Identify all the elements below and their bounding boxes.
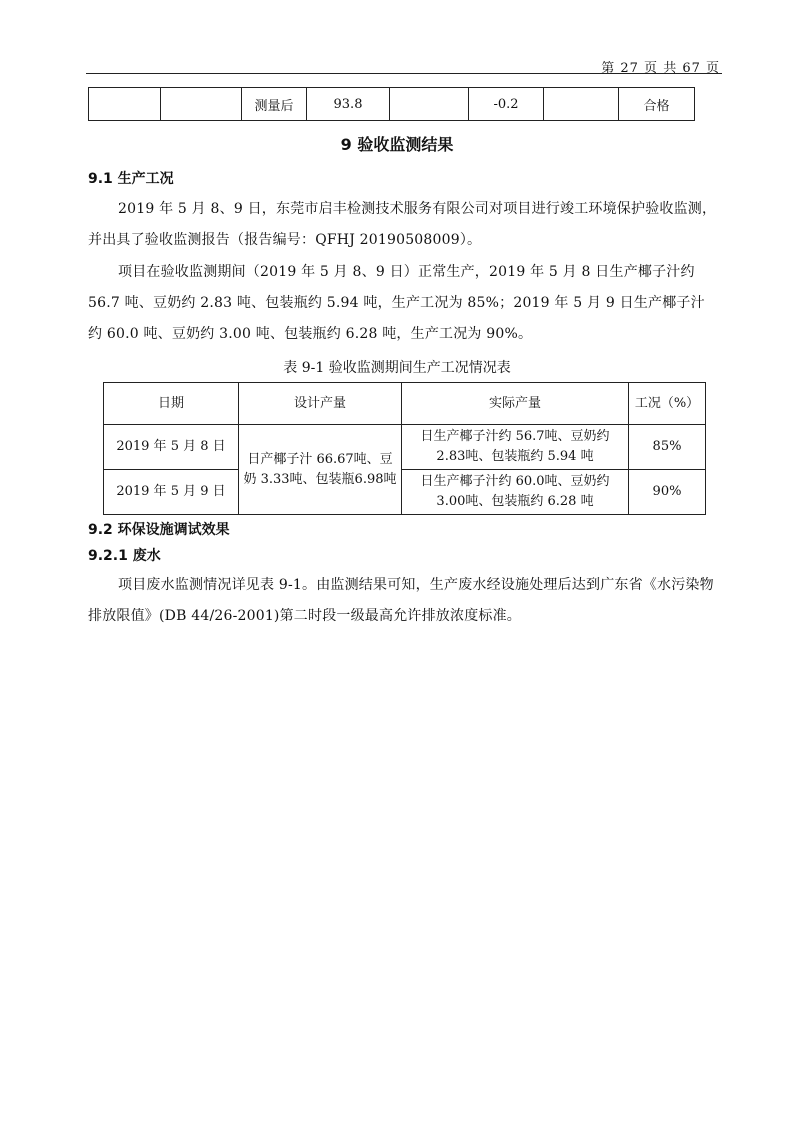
section-title: 9 验收监测结果 xyxy=(340,135,454,154)
table-cell xyxy=(89,88,161,121)
table-cell: -0.2 xyxy=(469,88,544,121)
table-header-row xyxy=(104,383,706,425)
table-cell xyxy=(390,88,469,121)
previous-table-tail xyxy=(88,87,695,121)
row-actual: 日生产椰子汁约 56.7吨、豆奶约 2.83吨、包装瓶约 5.94 吨 xyxy=(402,425,629,470)
table-row xyxy=(89,88,695,121)
header-design: 设计产量 xyxy=(239,383,402,425)
header-actual: 实际产量 xyxy=(402,383,629,425)
table-cell xyxy=(544,88,619,121)
table-cell: 测量后 xyxy=(242,88,307,121)
header-divider xyxy=(86,73,722,74)
row-rate: 85% xyxy=(629,425,706,470)
paragraph-production: 项目在验收监测期间（2019 年 5 月 8、9 日）正常生产，2019 年 5 月 8 日生产椰子汁约 56.7 吨、豆奶约 2.83 吨、包装瓶约 5.94 吨，生产工况为 85%；2019 年 5 月 9 日生产椰子汁约 60.0 吨、豆奶约 3.00 吨、包装瓶约 6.28 吨，生产工况为 90%。 xyxy=(88,264,705,342)
row-actual: 日生产椰子汁约 60.0吨、豆奶约 3.00吨、包装瓶约 6.28 吨 xyxy=(402,470,629,515)
subsection-title-9-1: 9.1 生产工况 xyxy=(88,171,174,187)
header-rate: 工况（%） xyxy=(629,383,706,425)
table-row xyxy=(104,425,706,470)
table-cell: 合格 xyxy=(619,88,695,121)
paragraph-monitoring: 2019 年 5 月 8、9 日，东莞市启丰检测技术服务有限公司对项目进行竣工环境保护验收监测，并出具了验收监测报告（报告编号：QFHJ 20190508009）。 xyxy=(88,201,717,248)
subsection-title-9-2: 9.2 环保设施调试效果 xyxy=(88,522,230,538)
subsection-title-9-2-1: 9.2.1 废水 xyxy=(88,548,161,564)
table-cell: 93.8 xyxy=(307,88,390,121)
design-output: 日产椰子汁 66.67吨、豆奶 3.33吨、包装瓶6.98吨 xyxy=(239,425,402,515)
page-number: 第 27 页 共 67 页 xyxy=(601,61,720,76)
row-date: 2019 年 5 月 9 日 xyxy=(104,470,239,515)
table-cell xyxy=(161,88,242,121)
table-row xyxy=(104,470,706,515)
table-caption: 表 9-1 验收监测期间生产工况情况表 xyxy=(283,360,511,376)
row-rate: 90% xyxy=(629,470,706,515)
production-table xyxy=(103,382,706,515)
header-date: 日期 xyxy=(104,383,239,425)
row-date: 2019 年 5 月 8 日 xyxy=(104,425,239,470)
paragraph-wastewater: 项目废水监测情况详见表 9-1。由监测结果可知，生产废水经设施处理后达到广东省《水污染物排放限值》(DB 44/26-2001)第二时段一级最高允许排放浓度标准。 xyxy=(88,577,714,624)
